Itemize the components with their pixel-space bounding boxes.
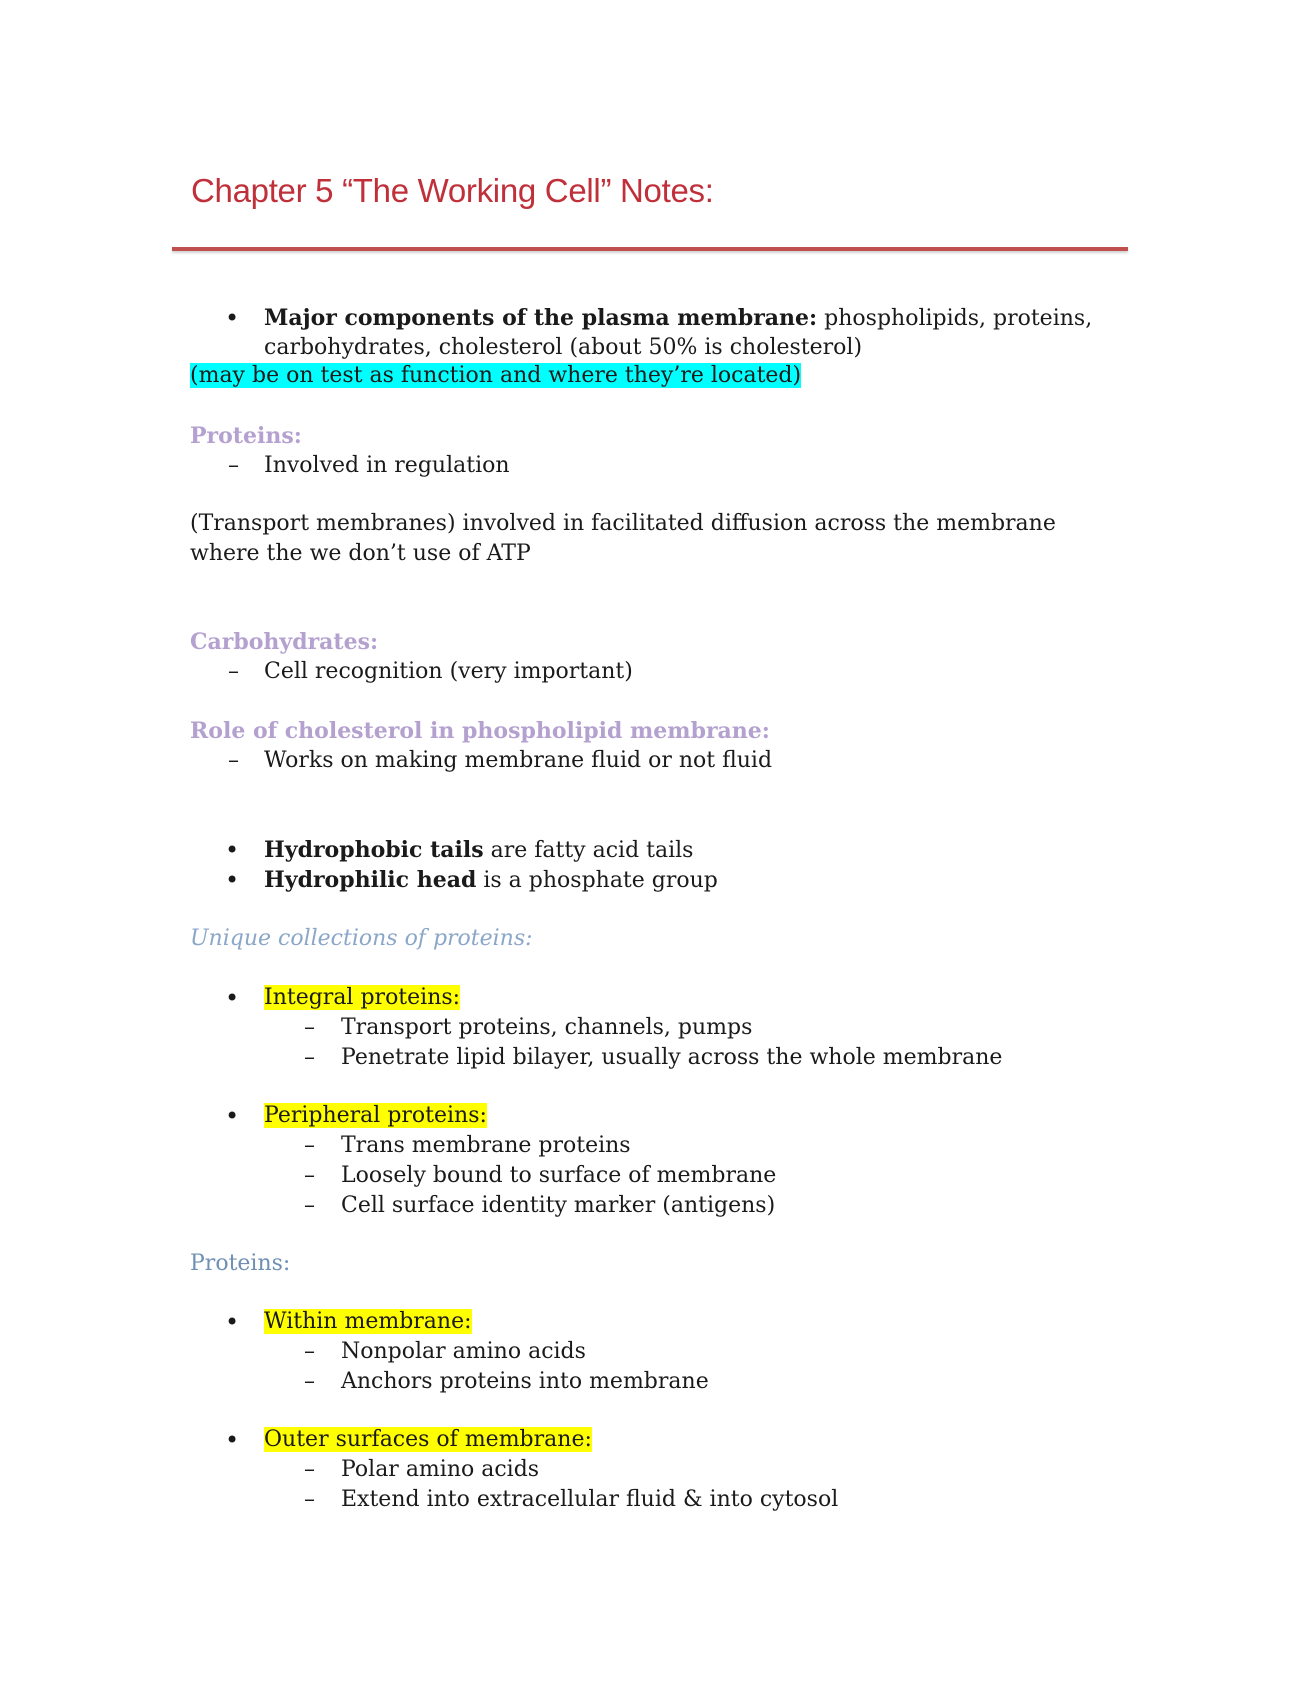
within-item-2: Anchors proteins into membrane (341, 1369, 709, 1394)
major-label: Major components of the plasma membrane: (264, 305, 818, 331)
dash-peripheral-2: – (304, 1163, 315, 1188)
hydrophobic-label: Hydrophobic tails (264, 837, 484, 863)
hydrophilic-line (264, 865, 718, 896)
dash-cholesterol: – (228, 748, 239, 773)
bullet-hydrophilic: • (225, 866, 240, 894)
carbohydrates-item: Cell recognition (very important) (264, 659, 633, 684)
cholesterol-item: Works on making membrane fluid or not fluid (264, 748, 773, 773)
carbohydrates-heading: Carbohydrates: (190, 629, 379, 655)
peripheral-label: Peripheral proteins: (264, 1103, 487, 1128)
bullet-peripheral: • (225, 1102, 240, 1130)
dash-integral-1: – (304, 1015, 315, 1040)
dash-peripheral-3: – (304, 1193, 315, 1218)
peripheral-item-3: Cell surface identity marker (antigens) (341, 1193, 776, 1218)
major-line-1 (264, 303, 1092, 334)
peripheral-label-line (264, 1101, 487, 1131)
major-text-1: phospholipids, proteins, (817, 306, 1093, 331)
proteins-item-1: Involved in regulation (264, 453, 510, 478)
dash-outer-1: – (304, 1457, 315, 1482)
cholesterol-heading: Role of cholesterol in phospholipid membrane: (190, 718, 770, 744)
integral-label-line (264, 983, 460, 1013)
major-line-2: carbohydrates, cholesterol (about 50% is cholesterol) (264, 335, 863, 360)
within-item-1: Nonpolar amino acids (341, 1339, 586, 1364)
peripheral-item-1: Trans membrane proteins (341, 1133, 631, 1158)
integral-item-1: Transport proteins, channels, pumps (341, 1015, 753, 1040)
within-label: Within membrane: (264, 1309, 472, 1334)
bullet-within: • (225, 1308, 240, 1336)
hydrophobic-text: are fatty acid tails (483, 838, 694, 863)
within-label-line (264, 1307, 472, 1337)
integral-item-2: Penetrate lipid bilayer, usually across the whole membrane (341, 1045, 1003, 1070)
dash-carbs: – (228, 659, 239, 684)
dash-integral-2: – (304, 1045, 315, 1070)
bullet-integral: • (225, 984, 240, 1012)
proteins-para-line-1: (Transport membranes) involved in facilitated diffusion across the membrane (190, 511, 1056, 536)
proteins-heading-2: Proteins: (190, 1251, 291, 1276)
outer-item-1: Polar amino acids (341, 1457, 540, 1482)
integral-label: Integral proteins: (264, 985, 461, 1010)
page-title: Chapter 5 “The Working Cell” Notes: (191, 172, 714, 209)
proteins-para-line-2: where the we don’t use of ATP (190, 541, 531, 566)
hydrophilic-text: is a phosphate group (476, 868, 718, 893)
outer-label: Outer surfaces of membrane: (264, 1427, 592, 1452)
hydrophobic-line (264, 835, 693, 866)
dash-peripheral-1: – (304, 1133, 315, 1158)
major-note-highlight: (may be on test as function and where they’re located) (190, 363, 802, 388)
proteins-heading-1: Proteins: (190, 423, 302, 449)
dash-within-2: – (304, 1369, 315, 1394)
dash-proteins-1: – (228, 453, 239, 478)
major-note (190, 361, 801, 391)
bullet-major: • (225, 304, 240, 332)
dash-within-1: – (304, 1339, 315, 1364)
bullet-outer: • (225, 1426, 240, 1454)
hydrophilic-label: Hydrophilic head (264, 867, 477, 893)
outer-item-2: Extend into extracellular fluid & into cytosol (341, 1487, 839, 1512)
dash-outer-2: – (304, 1487, 315, 1512)
title-underline (172, 247, 1128, 251)
unique-collections-heading: Unique collections of proteins: (190, 926, 533, 951)
bullet-hydrophobic: • (225, 836, 240, 864)
peripheral-item-2: Loosely bound to surface of membrane (341, 1163, 777, 1188)
outer-label-line (264, 1425, 592, 1455)
